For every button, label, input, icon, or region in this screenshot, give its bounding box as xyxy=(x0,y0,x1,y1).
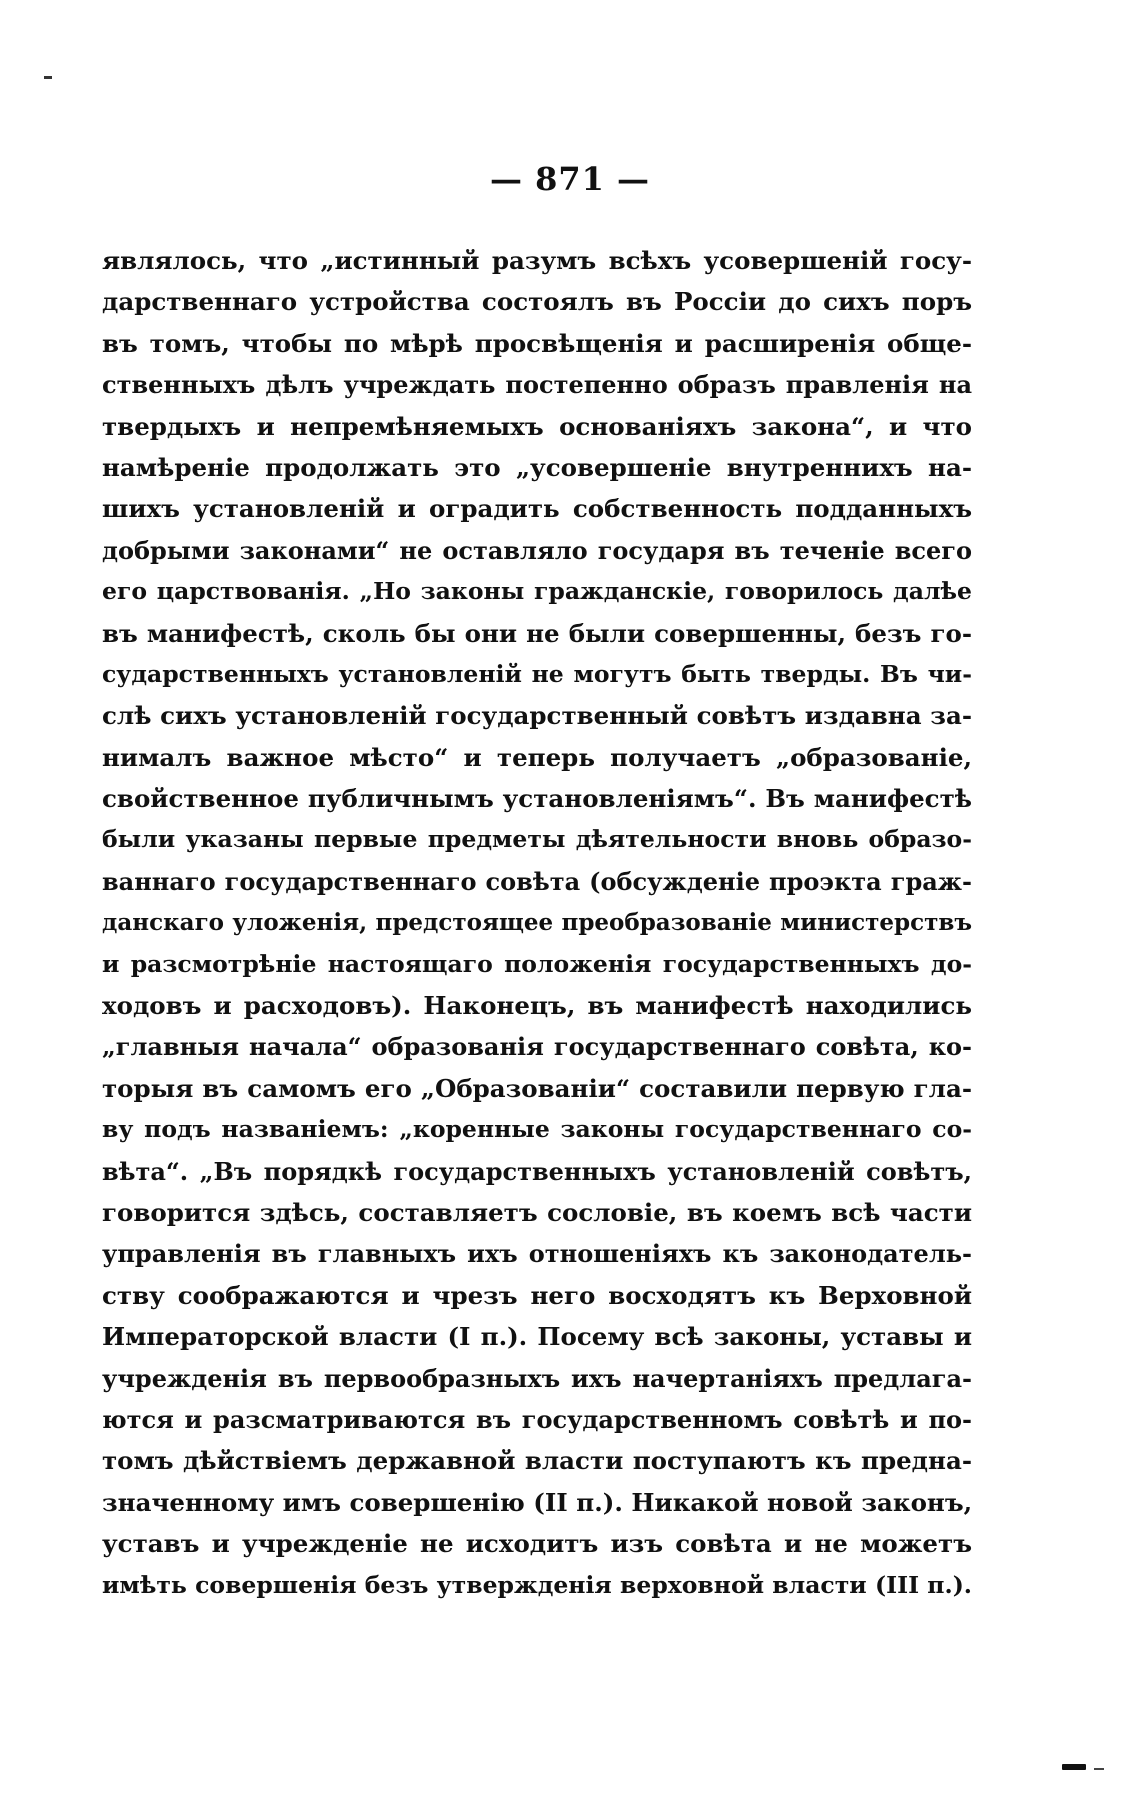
page-number: — 871 — xyxy=(489,160,651,198)
margin-mark xyxy=(44,76,52,79)
text-line: ются и разсматриваются въ государственномъ совѣтѣ и по- xyxy=(102,1404,972,1434)
text-line: сударственныхъ установленій не могутъ быть тверды. Въ чи- xyxy=(102,659,972,688)
text-line: управленія въ главныхъ ихъ отношеніяхъ къ законодатель- xyxy=(102,1239,972,1269)
text-line: твердыхъ и непремѣняемыхъ основаніяхъ закона“, и что xyxy=(102,411,972,441)
text-line: Императорской власти (I п.). Посему всѣ законы, уставы и xyxy=(102,1322,972,1352)
text-line: въ манифестѣ, сколь бы они не были совершенны, безъ го- xyxy=(102,618,972,648)
scan-mark xyxy=(1062,1764,1086,1770)
text-line: имѣть совершенія безъ утвержденія верховной власти (III п.). xyxy=(102,1570,972,1599)
scan-mark xyxy=(1094,1768,1104,1770)
text-body xyxy=(102,240,972,1606)
text-line: данскаго уложенія, предстоящее преобразованіе министерствъ xyxy=(102,909,972,937)
text-line: ходовъ и расходовъ). Наконецъ, въ манифестѣ находились xyxy=(102,991,972,1021)
text-line: ственныхъ дѣлъ учреждать постепенно образъ правленія на xyxy=(102,370,972,400)
text-line: добрыми законами“ не оставляло государя въ теченіе всего xyxy=(102,535,972,565)
text-line: шихъ установленій и оградить собственность подданныхъ xyxy=(102,494,972,524)
text-line: свойственное публичнымъ установленіямъ“. Въ манифестѣ xyxy=(102,784,972,814)
text-line: ву подъ названіемъ: „коренные законы государственнаго со- xyxy=(102,1115,972,1144)
text-line: говорится здѣсь, составляетъ сословіе, въ коемъ всѣ части xyxy=(102,1197,972,1227)
text-line: намѣреніе продолжать это „усовершеніе внутреннихъ на- xyxy=(102,452,972,482)
text-line: нималъ важное мѣсто“ и теперь получаетъ „образованіе, xyxy=(102,742,972,772)
text-line: учрежденія въ первообразныхъ ихъ начертаніяхъ предлага- xyxy=(102,1363,972,1393)
text-line: вѣта“. „Въ порядкѣ государственныхъ установленій совѣтъ, xyxy=(102,1156,972,1186)
text-line: значенному имъ совершенію (II п.). Никакой новой законъ, xyxy=(102,1487,972,1517)
text-line: дарственнаго устройства состоялъ въ Россіи до сихъ поръ xyxy=(102,287,972,317)
text-line: были указаны первые предметы дѣятельности вновь образо- xyxy=(102,825,972,854)
text-line: слѣ сихъ установленій государственный совѣтъ издавна за- xyxy=(102,701,972,731)
text-line: и разсмотрѣніе настоящаго положенія государственныхъ до- xyxy=(102,949,972,978)
text-line: томъ дѣйствіемъ державной власти поступаютъ къ предна- xyxy=(102,1446,972,1476)
text-line: въ томъ, чтобы по мѣрѣ просвѣщенія и расширенія обще- xyxy=(102,328,972,358)
text-line: уставъ и учрежденіе не исходитъ изъ совѣта и не можетъ xyxy=(102,1529,972,1559)
text-line: торыя въ самомъ его „Образованіи“ составили первую гла- xyxy=(102,1073,972,1103)
text-line: ваннаго государственнаго совѣта (обсужденіе проэкта граж- xyxy=(102,866,972,896)
text-line: его царствованія. „Но законы гражданскіе, говорилось далѣе xyxy=(102,577,972,606)
text-line: ству соображаются и чрезъ него восходятъ къ Верховной xyxy=(102,1280,972,1310)
text-line: являлось, что „истинный разумъ всѣхъ усовершеній госу- xyxy=(102,246,972,275)
text-line: „главныя начала“ образованія государственнаго совѣта, ко- xyxy=(102,1032,972,1062)
